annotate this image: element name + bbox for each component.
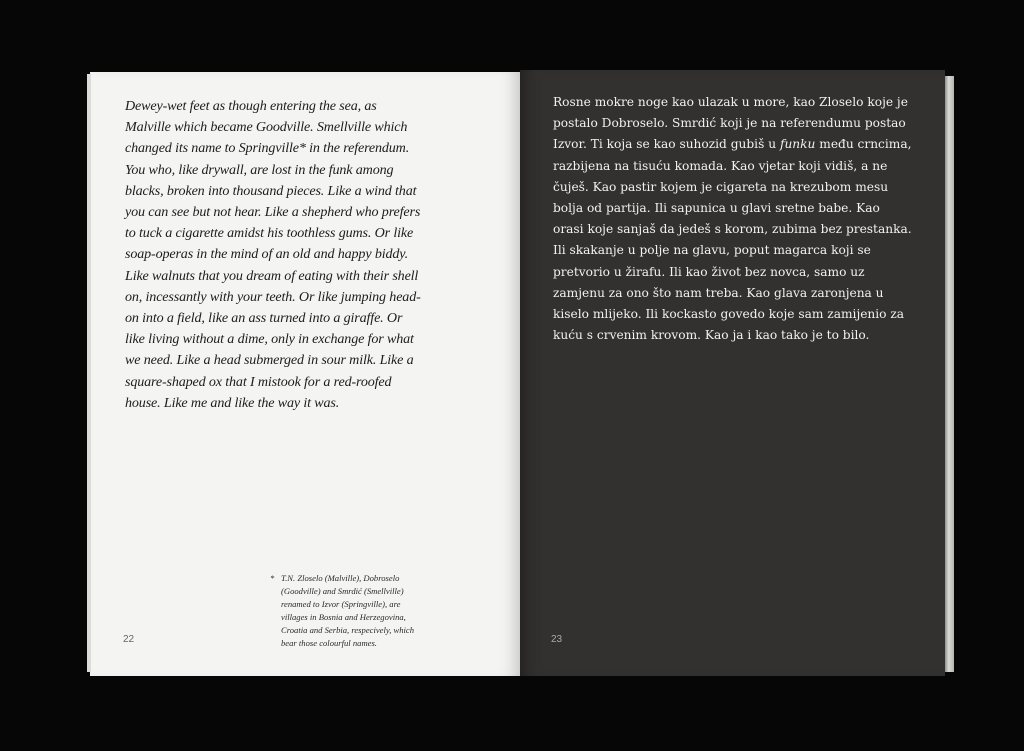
footnote [270, 572, 421, 649]
open-book [90, 70, 958, 680]
page-number-right: 23 [551, 634, 563, 645]
footnote-mark: * [270, 573, 275, 583]
croatian-text [553, 92, 913, 346]
page-edge [945, 76, 954, 672]
english-text: Dewey-wet feet as though entering the sea, as Malville which became Goodville. Smellville which changed its name to Springville* in the referendum. You who, like drywall, are lost in the funk among blacks, broken into thousand pieces. Like a wind that you can see but not hear. Like a shepherd who prefers to tuck a cigarette amidst his toothless gums. Or like soap-operas in the mind of an old and happy biddy. Like walnuts that you dream of eating with their shell on, incessantly with your teeth. Or like jumping head-on into a field, like an ass turned into a giraffe. Or like living without a dime, only in exchange for what we need. Like a head submerged in sour milk. Like a square-shaped ox that I mistook for a red-roofed house. Like me and like the way it was. [125, 98, 421, 411]
croatian-text-italic: funku [779, 137, 816, 152]
croatian-text-part-2: među crncima, razbijena na tisuću komada. Kao vjetar koji vidiš, a ne čuješ. Kao pastir kojem je cigareta na krezubom mesu bolja od partija. Ili sapunica u glavi sretne babe. Kao orasi koje sanjaš da jedeš s korom, zubima bez prestanka. Ili skakanje u polje na glavu, poput magarca koji se pretvorio u žirafu. Ili kao život bez novca, samo uz zamjenu za ono što nam treba. Kao glava zaronjena u kiselo mlijeko. Ili kockasto govedo koje sam zamijenio za kuću s crvenim krovom. Kao ja i kao tako je to bilo. [553, 137, 912, 343]
right-page [520, 70, 945, 676]
footnote-text: T.N. Zloselo (Malville), Dobroselo (Goodville) and Smrdić (Smellville) renamed to Izvor (Springville), are villages in Bosnia and Herzegovina, Croatia and Serbia, respecively, which bear those colourful names. [281, 573, 415, 648]
page-number-left: 22 [123, 634, 135, 645]
croatian-text-part-1: Rosne mokre noge kao ulazak u more, kao Zloselo koje je postalo Dobroselo. Smrdić koji je na referendumu postao Izvor. Ti koja se kao suhozid gubiš u [553, 95, 908, 152]
left-page [90, 72, 520, 676]
